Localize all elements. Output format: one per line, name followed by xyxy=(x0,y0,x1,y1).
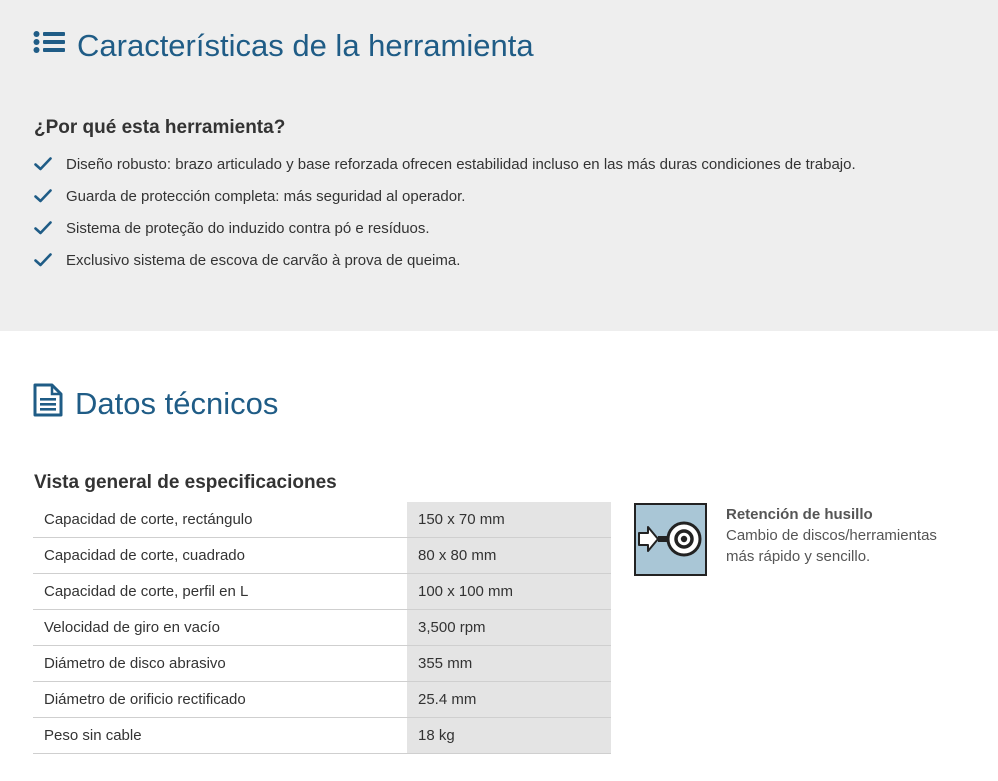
features-heading xyxy=(33,28,534,64)
feature-line-1: Cambio de discos/herramientas xyxy=(726,527,937,544)
table-row xyxy=(33,574,611,610)
spec-value: 3,500 rpm xyxy=(407,610,611,646)
feature-text: Sistema de proteção do induzido contra pó e resíduos. xyxy=(66,219,430,237)
spec-value: 100 x 100 mm xyxy=(407,574,611,610)
feature-text: Diseño robusto: brazo articulado y base reforzada ofrecen estabilidad incluso en las más duras condiciones de trabajo. xyxy=(66,155,856,173)
spec-value: 150 x 70 mm xyxy=(407,502,611,538)
feature-title: Retención de husillo xyxy=(726,506,873,523)
features-list xyxy=(34,148,856,276)
spec-label: Diámetro de disco abrasivo xyxy=(33,646,407,682)
features-subtitle: ¿Por qué esta herramienta? xyxy=(34,117,286,138)
list-item xyxy=(34,244,856,276)
spec-value: 80 x 80 mm xyxy=(407,538,611,574)
technical-title: Datos técnicos xyxy=(75,386,279,421)
check-icon xyxy=(34,189,66,203)
spec-label: Capacidad de corte, rectángulo xyxy=(33,502,407,538)
spec-label: Capacidad de corte, perfil en L xyxy=(33,574,407,610)
technical-heading xyxy=(33,383,278,425)
spec-label: Diámetro de orificio rectificado xyxy=(33,682,407,718)
table-row xyxy=(33,682,611,718)
table-row xyxy=(33,502,611,538)
feature-text: Exclusivo sistema de escova de carvão à prova de queima. xyxy=(66,251,461,269)
table-row xyxy=(33,538,611,574)
features-title: Características de la herramienta xyxy=(77,28,534,63)
feature-description xyxy=(726,504,937,567)
specs-table xyxy=(33,502,611,754)
document-icon xyxy=(33,383,63,425)
check-icon xyxy=(34,253,66,267)
list-item xyxy=(34,212,856,244)
spec-value: 25.4 mm xyxy=(407,682,611,718)
list-icon xyxy=(33,28,65,64)
spindle-lock-icon xyxy=(634,503,707,576)
list-item xyxy=(34,148,856,180)
spec-value: 355 mm xyxy=(407,646,611,682)
table-row xyxy=(33,646,611,682)
spec-label: Peso sin cable xyxy=(33,718,407,754)
features-section xyxy=(0,0,998,331)
table-row xyxy=(33,610,611,646)
spec-label: Velocidad de giro en vacío xyxy=(33,610,407,646)
check-icon xyxy=(34,157,66,171)
feature-line-2: más rápido y sencillo. xyxy=(726,548,871,565)
check-icon xyxy=(34,221,66,235)
list-item xyxy=(34,180,856,212)
specs-subtitle: Vista general de especificaciones xyxy=(34,472,337,493)
feature-text: Guarda de protección completa: más seguridad al operador. xyxy=(66,187,466,205)
table-row xyxy=(33,718,611,754)
spec-label: Capacidad de corte, cuadrado xyxy=(33,538,407,574)
spec-value: 18 kg xyxy=(407,718,611,754)
